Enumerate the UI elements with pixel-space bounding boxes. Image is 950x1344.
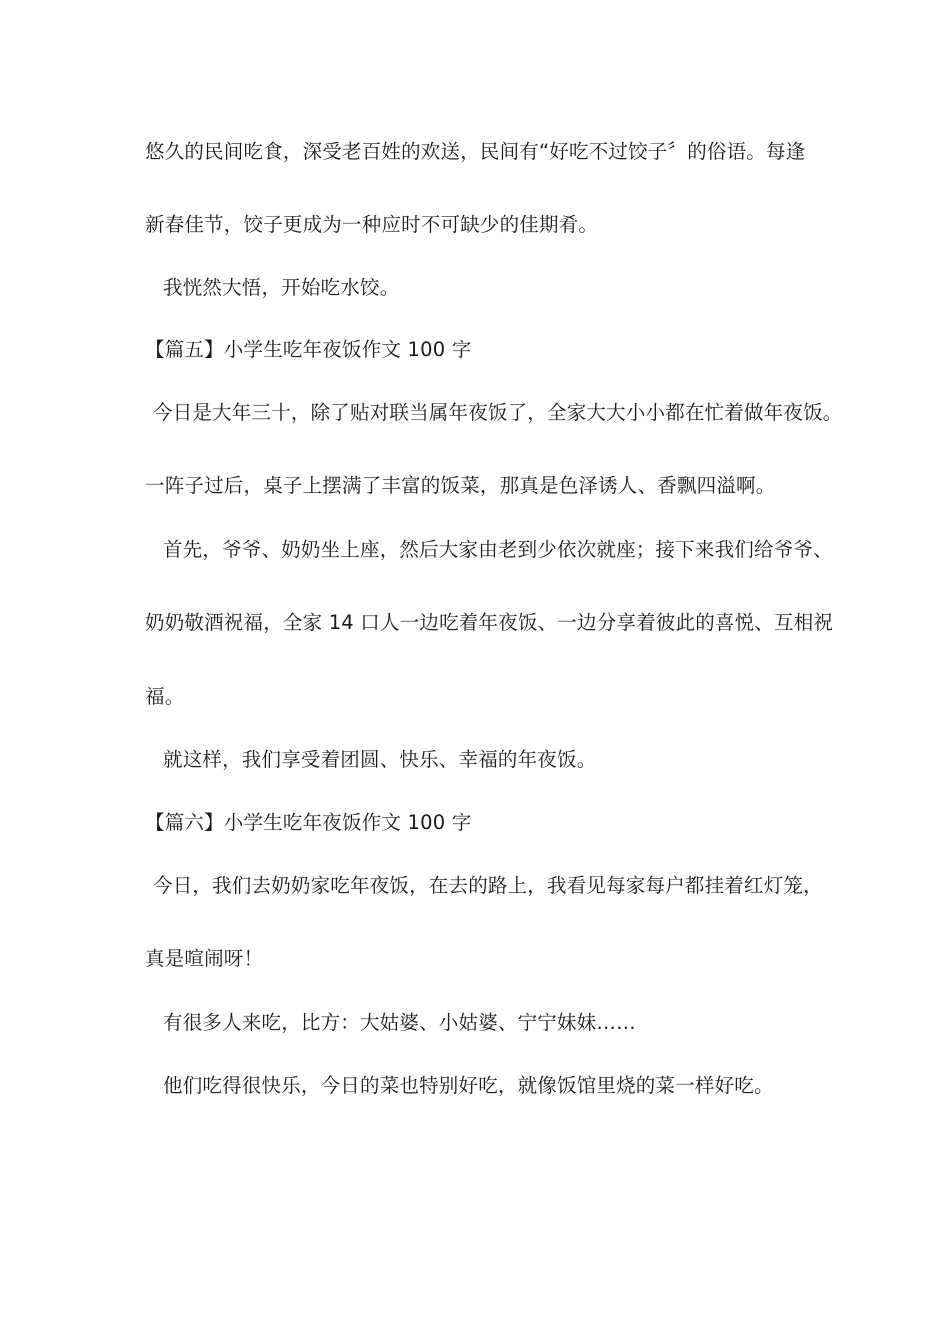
paragraph-line: 首先，爷爷、奶奶坐上座，然后大家由老到少依次就座；接下来我们给爷爷、 (163, 538, 833, 561)
paragraph-line: 真是喧闹呀！ (145, 947, 264, 970)
paragraph-line: 新春佳节，饺子更成为一种应时不可缺少的佳期肴。 (145, 213, 599, 236)
paragraph-line: 有很多人来吃，比方：大姑婆、小姑婆、宁宁妹妹…… (163, 1011, 636, 1034)
section-heading: 【篇五】小学生吃年夜饭作文 100 字 (145, 338, 472, 361)
paragraph-line: 福。 (145, 685, 185, 708)
paragraph-line: 奶奶敬酒祝福，全家 14 口人一边吃着年夜饭、一边分享着彼此的喜悦、互相祝 (145, 611, 834, 634)
paragraph-line: 他们吃得很快乐，今日的菜也特别好吃，就像饭馆里烧的菜一样好吃。 (163, 1074, 774, 1097)
paragraph-line: 我恍然大悟，开始吃水饺。 (163, 276, 400, 299)
paragraph-line: 悠久的民间吃食，深受老百姓的欢送，民间有“好吃不过饺子〞的俗语。每逢 (145, 140, 806, 163)
paragraph-line: 今日是大年三十，除了贴对联当属年夜饭了，全家大大小小都在忙着做年夜饭。 (153, 401, 843, 424)
section-heading: 【篇六】小学生吃年夜饭作文 100 字 (145, 811, 472, 834)
paragraph-line: 就这样，我们享受着团圆、快乐、幸福的年夜饭。 (163, 748, 597, 771)
paragraph-line: 一阵子过后，桌子上摆满了丰富的饭菜，那真是色泽诱人、香飘四溢啊。 (145, 474, 776, 497)
paragraph-line: 今日，我们去奶奶家吃年夜饭，在去的路上，我看见每家每户都挂着红灯笼， (153, 874, 823, 897)
